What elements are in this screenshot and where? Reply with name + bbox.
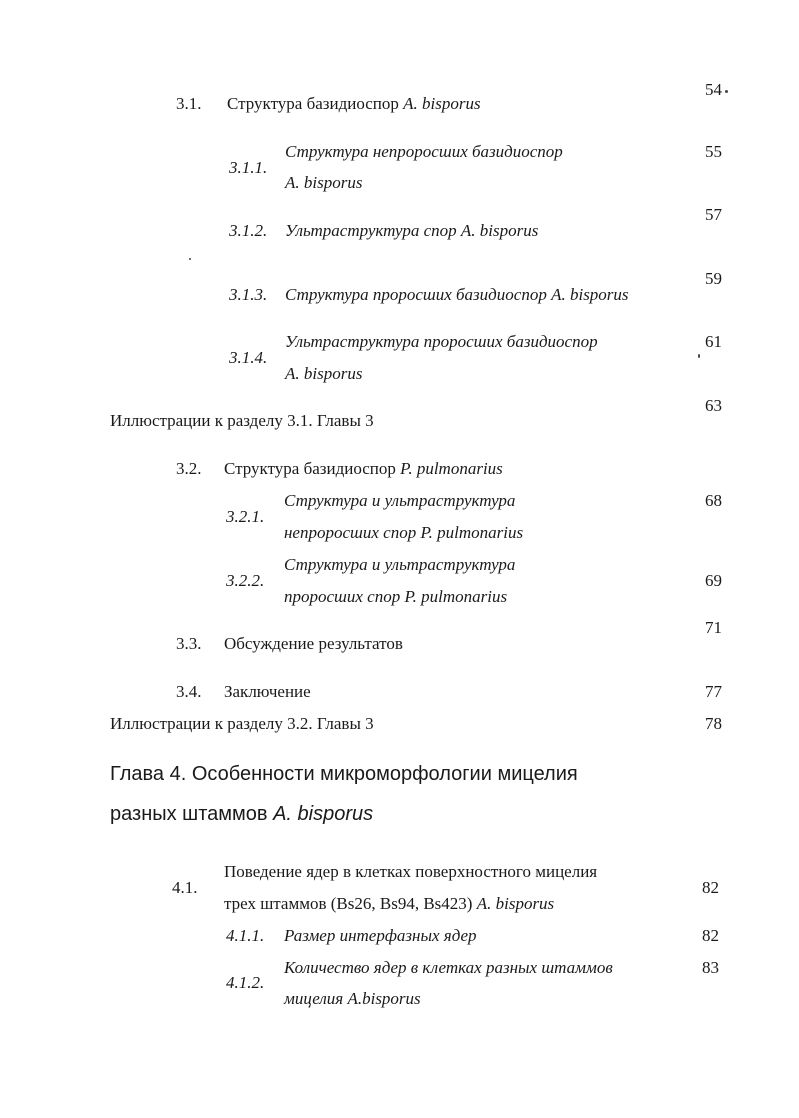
toc-title: Структура проросших базидиоспор A. bisporus (285, 285, 629, 304)
toc-title: Структура базидиоспор A. bisporus (227, 94, 481, 113)
toc-title: A. bisporus (285, 364, 363, 383)
toc-page: 71 (705, 618, 722, 637)
toc-number: 3.2.1. (226, 507, 265, 526)
toc-page: 78 (705, 714, 722, 733)
chapter-heading: Глава 4. Особенности микроморфологии мицелия (110, 763, 578, 785)
toc-title: мицелия A.bisporus (284, 989, 421, 1008)
toc-page: 77 (705, 682, 722, 701)
toc-page: 61 (705, 332, 722, 351)
toc-page: 63 (705, 396, 722, 415)
toc-number: 3.1.1. (229, 158, 268, 177)
scan-mark (189, 258, 191, 260)
toc-title: Структура базидиоспор P. pulmonarius (224, 459, 503, 478)
toc-title: трех штаммов (Bs26, Bs94, Bs423) A. bisporus (224, 894, 555, 913)
toc-title: Ультраструктура спор A. bisporus (285, 221, 539, 240)
scan-mark (698, 354, 700, 358)
toc-title: Структура и ультраструктура (284, 491, 516, 510)
toc-number: 4.1. (172, 878, 198, 897)
toc-number: 3.3. (176, 634, 202, 653)
toc-title: непроросших спор P. pulmonarius (284, 523, 524, 542)
toc-title: Иллюстрации к разделу 3.2. Главы 3 (110, 714, 374, 733)
toc-title: Структура непроросших базидиоспор (285, 142, 563, 161)
toc-title: Размер интерфазных ядер (284, 926, 477, 945)
toc-title: Иллюстрации к разделу 3.1. Главы 3 (110, 411, 374, 430)
toc-title: Структура и ультраструктура (284, 555, 516, 574)
toc-page: 59 (705, 269, 722, 288)
toc-number: 4.1.1. (226, 926, 265, 945)
toc-page: 82 (702, 878, 719, 897)
toc-number: 3.1. (176, 94, 202, 113)
toc-number: 3.2. (176, 459, 202, 478)
toc-number: 3.1.2. (229, 221, 268, 240)
toc-title: Обсуждение результатов (224, 634, 403, 653)
toc-number: 3.4. (176, 682, 202, 701)
toc-page: 83 (702, 958, 719, 977)
toc-title: A. bisporus (285, 173, 363, 192)
toc-page: 69 (705, 571, 722, 590)
toc-number: 3.1.4. (229, 348, 268, 367)
toc-number: 4.1.2. (226, 973, 265, 992)
toc-title: Количество ядер в клетках разных штаммов (284, 958, 613, 977)
toc-title: Ультраструктура проросших базидиоспор (285, 332, 598, 351)
toc-page: 54 (705, 80, 722, 99)
toc-number: 3.2.2. (226, 571, 265, 590)
toc-title: Заключение (224, 682, 311, 701)
toc-page: 68 (705, 491, 722, 510)
toc-title: Поведение ядер в клетках поверхностного мицелия (224, 862, 598, 881)
scan-mark (725, 90, 728, 93)
toc-page: 82 (702, 926, 719, 945)
toc-page: 55 (705, 142, 722, 161)
chapter-heading: разных штаммов A. bisporus (110, 803, 374, 825)
toc-title: проросших спор P. pulmonarius (284, 587, 508, 606)
toc-page: 57 (705, 205, 722, 224)
toc-number: 3.1.3. (229, 285, 268, 304)
